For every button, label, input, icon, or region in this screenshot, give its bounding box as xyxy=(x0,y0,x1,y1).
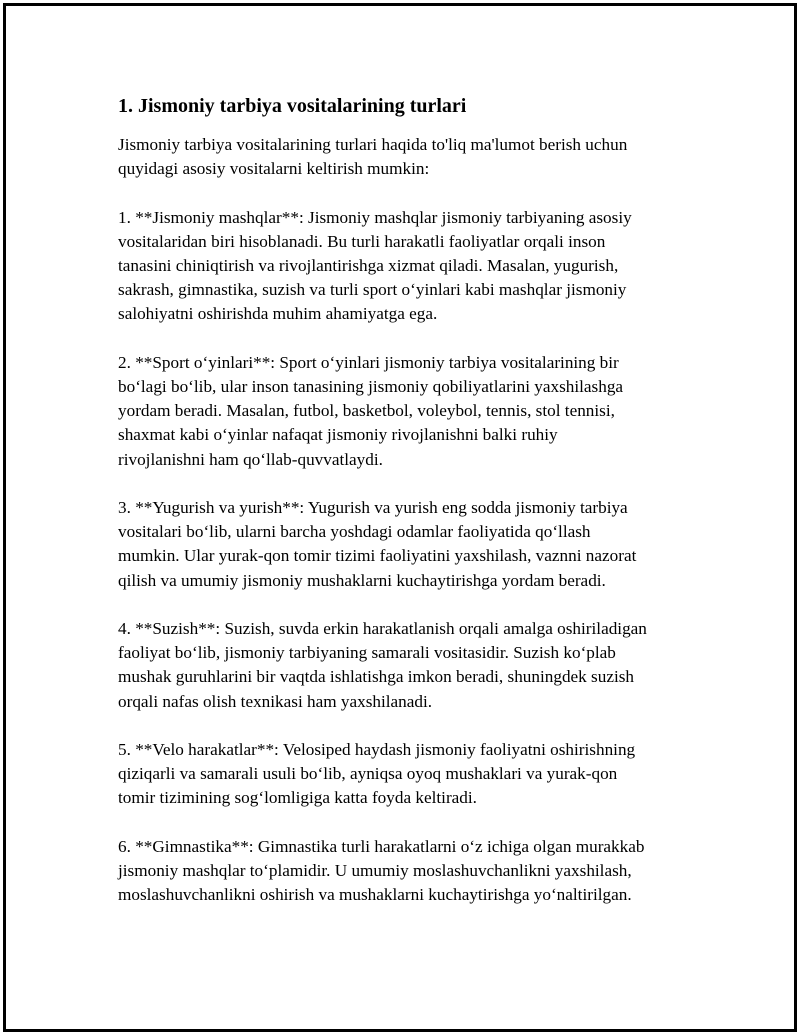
item-yugurish-va-yurish: 3. **Yugurish va yurish**: Yugurish va yurish eng sodda jismoniy tarbiya vositalari bo‘lib, ularni barcha yoshdagi odamlar faoliyatida qo‘llash mumkin. Ular yurak-qon tomir tizimi faoliyatini yaxshilash, vaznni nazorat qilish va umumiy jismoniy mushaklarni kuchaytirishga yordam beradi. xyxy=(118,498,637,590)
document-body xyxy=(118,94,698,932)
item-jismoniy-mashqlar: 1. **Jismoniy mashqlar**: Jismoniy mashqlar jismoniy tarbiyaning asosiy vositalaridan biri hisoblanadi. Bu turli harakatli faoliyatlar orqali inson tanasini chiniqtirish va rivojlantirishga xizmat qiladi. Masalan, yugurish, sakrash, gimnastika, suzish va turli sport o‘yinlari kabi mashqlar jismoniy salohiyatni oshirishda muhim ahamiyatga ega. xyxy=(118,207,632,324)
item-velo-harakatlar: 5. **Velo harakatlar**: Velosiped haydash jismoniy faoliyatni oshirishning qiziqarli va samarali usuli bo‘lib, ayniqsa oyoq mushaklari va yurak-qon tomir tizimining sog‘lomligiga katta foyda keltiradi. xyxy=(118,740,636,808)
intro-paragraph: Jismoniy tarbiya vositalarining turlari haqida to'liq ma'lumot berish uchun quyidagi asosiy vositalarni keltirish mumkin: xyxy=(118,135,628,179)
item-sport-oyinlari: 2. **Sport o‘yinlari**: Sport o‘yinlari jismoniy tarbiya vositalarining bir bo‘lagi bo‘lib, ular inson tanasining jismoniy qobiliyatlarini yaxshilashga yordam beradi. Masalan, futbol, basketbol, voleybol, tennis, stol tennisi, shaxmat kabi o‘yinlar nafaqat jismoniy rivojlanishni balki ruhiy rivojlanishni ham qo‘llab-quvvatlaydi. xyxy=(118,352,624,469)
item-gimnastika: 6. **Gimnastika**: Gimnastika turli harakatlarni o‘z ichiga olgan murakkab jismoniy mashqlar to‘plamidir. U umumiy moslashuvchanlikni yaxshilash, moslashuvchanlikni oshirish va mushaklarni kuchaytirishga yo‘naltirilgan. xyxy=(118,836,645,905)
item-suzish: 4. **Suzish**: Suzish, suvda erkin harakatlanish orqali amalga oshiriladigan faoliyat bo‘lib, jismoniy tarbiyaning samarali vositasidir. Suzish ko‘plab mushak guruhlarini bir vaqtda ishlatishga imkon beradi, shuningdek suzish orqali nafas olish texnikasi ham yaxshilanadi. xyxy=(118,619,647,711)
section-heading: 1. Jismoniy tarbiya vositalarining turlari xyxy=(118,95,467,117)
